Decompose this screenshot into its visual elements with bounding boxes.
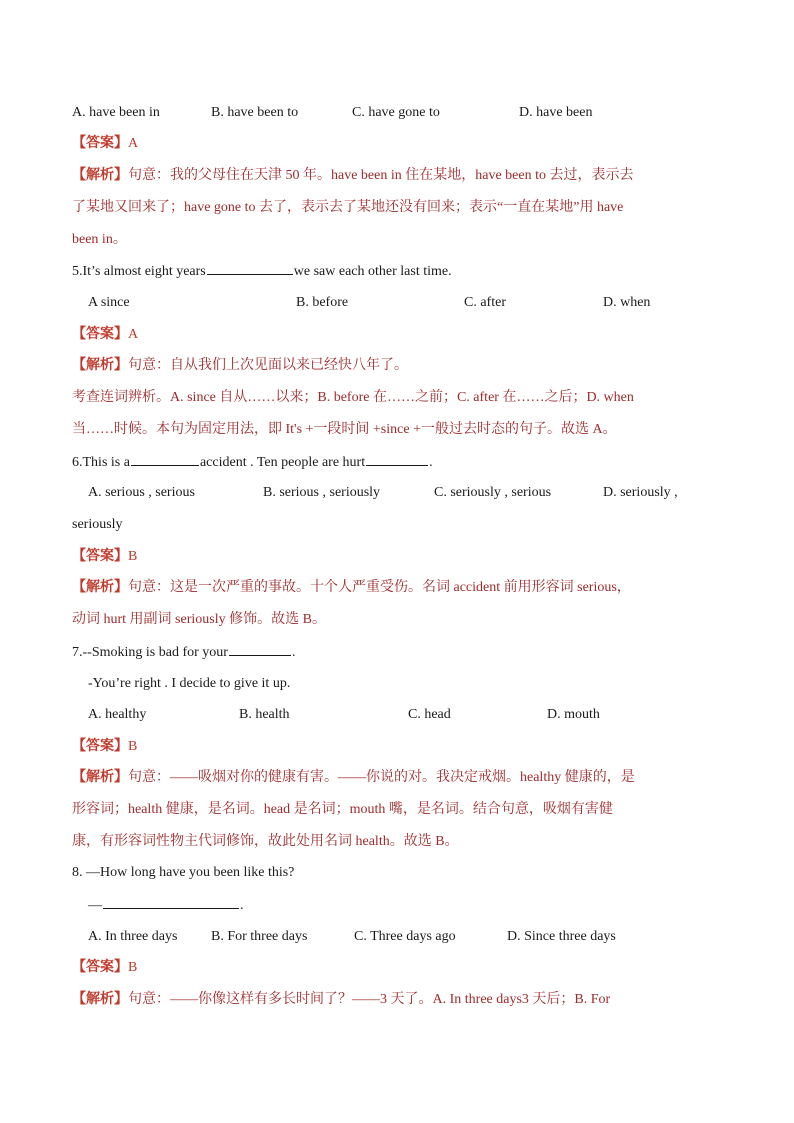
answer-blank (366, 451, 428, 466)
q8-option-a: A. In three days (88, 929, 178, 944)
q6-analysis-line-1: 【解析】句意：这是一次严重的事故。十个人严重受伤。名词 accident 前用形容词 serious， (72, 580, 631, 595)
answer-blank (131, 451, 199, 466)
q4-option-d: D. have been (519, 105, 593, 120)
q6-option-d-continued: seriously (72, 517, 123, 532)
q8-answer: 【答案】B (72, 960, 138, 975)
q8-options (88, 926, 734, 948)
q8-option-b: B. For three days (211, 929, 308, 944)
q7-option-b: B. health (239, 707, 290, 722)
q5-analysis-line-2: 考查连词辨析。A. since 自从……以来；B. before 在……之前；C. after 在……之后；D. when (72, 390, 634, 405)
q8-question: 8. —How long have you been like this? (72, 865, 295, 880)
q6-option-d: D. seriously , (603, 485, 678, 500)
answer-blank (229, 641, 291, 656)
q5-question: 5.It’s almost eight years we saw each other last time. (72, 260, 734, 282)
q8-analysis-line-1: 【解析】句意：——你像这样有多长时间了？——3 天了。A. In three days3 天后；B. For (72, 992, 611, 1007)
q7-option-d: D. mouth (547, 707, 600, 722)
q6-answer: 【答案】B (72, 549, 138, 564)
q4-option-a: A. have been in (72, 105, 160, 120)
q4-answer-value: A (128, 136, 139, 151)
q4-analysis-line-2: 了某地又回来了；have gone to 去了，表示去了某地还没有回来；表示“一直在某地”用 have (72, 200, 624, 215)
q5-analysis-line-3: 当……时候。本句为固定用法，即 It's +一段时间 +since +一般过去时态的句子。故选 A。 (72, 422, 617, 437)
analysis-label: 【解析】 (72, 168, 128, 183)
q7-analysis-line-1: 【解析】句意：——吸烟对你的健康有害。——你说的对。我决定戒烟。healthy 健康的，是 (72, 770, 635, 785)
q5-options (88, 292, 734, 314)
q7-question: 7.--Smoking is bad for your . (72, 641, 734, 663)
answer-label: 【答案】 (72, 136, 128, 151)
q7-reply: -You’re right . I decide to give it up. (88, 676, 291, 691)
q6-option-c: C. seriously , serious (434, 485, 552, 500)
answer-blank (207, 260, 293, 275)
q7-answer: 【答案】B (72, 739, 138, 754)
q5-option-b: B. before (296, 295, 349, 310)
q5-answer: 【答案】A (72, 327, 139, 342)
q7-analysis-line-3: 康，有形容词性物主代词修饰，故此处用名词 health。故选 B。 (72, 834, 459, 849)
q8-option-c: C. Three days ago (354, 929, 456, 944)
q5-option-a: A since (88, 295, 130, 310)
q5-option-c: C. after (464, 295, 506, 310)
q5-analysis-line-1: 【解析】句意：自从我们上次见面以来已经快八年了。 (72, 358, 408, 373)
q4-analysis-line-1: 【解析】句意：我的父母住在天津 50 年。have been in 住在某地，have been to 去过，表示去 (72, 168, 634, 183)
q7-option-c: C. head (408, 707, 451, 722)
answer-blank (103, 894, 239, 909)
q6-option-b: B. serious , seriously (263, 485, 381, 500)
q4-option-b: B. have been to (211, 105, 299, 120)
q5-option-d: D. when (603, 295, 651, 310)
q4-option-c: C. have gone to (352, 105, 440, 120)
q4-options (72, 102, 734, 124)
q6-options (88, 482, 734, 504)
q8-option-d: D. Since three days (507, 929, 616, 944)
q6-option-a: A. serious , serious (88, 485, 195, 500)
q8-reply: — . (88, 894, 734, 916)
q7-options (88, 704, 734, 726)
q6-question: 6.This is a accident . Ten people are hurt . (72, 451, 734, 473)
q6-analysis-line-2: 动词 hurt 用副词 seriously 修饰。故选 B。 (72, 612, 326, 627)
q7-option-a: A. healthy (88, 707, 147, 722)
q4-answer (72, 133, 734, 155)
q7-analysis-line-2: 形容词；health 健康，是名词。head 是名词；mouth 嘴，是名词。结合句意，吸烟有害健 (72, 802, 613, 817)
q4-analysis-line-3: been in。 (72, 232, 127, 247)
